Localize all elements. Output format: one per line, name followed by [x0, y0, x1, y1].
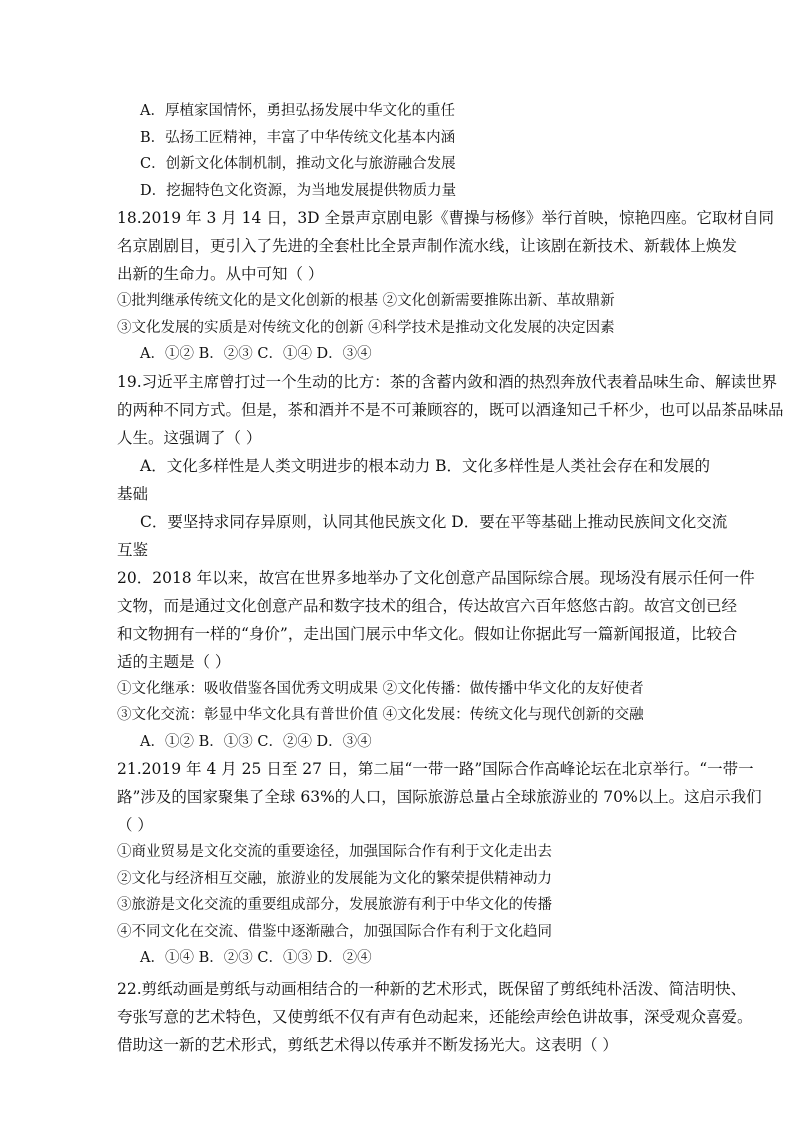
q21-stem-line: （ ）: [117, 816, 153, 834]
q18-stem-line: 出新的生命力。从中可知（ ）: [117, 265, 324, 283]
q17-option-d: D．挖掘特色文化资源，为当地发展提供物质力量: [140, 182, 457, 199]
q18-item: ①批判继承传统文化的是文化创新的根基 ②文化创新需要推陈出新、革故鼎新: [117, 293, 615, 309]
q22-stem-line: 22.剪纸动画是剪纸与动画相结合的一种新的艺术形式，既保留了剪纸纯朴活泼、简洁明快、: [117, 979, 747, 998]
q21-options: A．①④ B．②③ C．①③ D．②④: [140, 950, 372, 966]
q21-item: ①商业贸易是文化交流的重要途径，加强国际合作有利于文化走出去: [117, 844, 552, 860]
q19-options-cd-wrap: 互鉴: [117, 540, 149, 559]
q21-stem-line: 路”涉及的国家聚集了全球 63%的人口，国际旅游总量占全球旅游业的 70%以上。这启示我们: [117, 788, 762, 806]
q21-item: ②文化与经济相互交融，旅游业的发展能为文化的繁荣提供精神动力: [117, 870, 552, 887]
q19-stem-line: 19.习近平主席曾打过一个生动的比方：茶的含蓄内敛和酒的热烈奔放代表着品味生命、解读世界: [117, 372, 778, 391]
q19-stem-line: 人生。这强调了（ ）: [117, 428, 262, 447]
q22-stem-line: 借助这一新的艺术形式，剪纸艺术得以传承并不断发扬光大。这表明（ ）: [117, 1035, 618, 1054]
q21-item: ③旅游是文化交流的重要组成部分，发展旅游有利于中华文化的传播: [117, 897, 552, 913]
q21-item: ④不同文化在交流、借鉴中逐渐融合，加强国际合作有利于文化趋同: [117, 923, 552, 940]
q20-item: ③文化交流：彰显中华文化具有普世价值 ④文化发展：传统文化与现代创新的交融: [117, 707, 644, 723]
q20-item: ①文化继承：吸收借鉴各国优秀文明成果 ②文化传播：做传播中华文化的友好使者: [117, 680, 644, 697]
q17-option-a: A．厚植家国情怀，勇担弘扬发展中华文化的重任: [140, 103, 455, 119]
q22-stem-line: 夸张写意的艺术特色，又使剪纸不仅有声有色动起来，还能绘声绘色讲故事，深受观众喜爱。: [117, 1007, 753, 1026]
q18-item: ③文化发展的实质是对传统文化的创新 ④科学技术是推动文化发展的决定因素: [117, 319, 615, 336]
q20-stem-line: 和文物拥有一样的“身价”，走出国门展示中华文化。假如让你据此写一篇新闻报道，比较合: [117, 624, 738, 643]
q18-options: A．①② B．②③ C．①④ D．③④: [140, 346, 372, 362]
exam-page: [117, 98, 784, 1059]
q19-options-ab-wrap: 基础: [117, 484, 149, 503]
q19-options-cd: C．要坚持求同存异原则，认同其他民族文化 D．要在平等基础上推动民族间文化交流: [140, 512, 728, 531]
q17-option-c: C．创新文化体制机制，推动文化与旅游融合发展: [140, 156, 456, 172]
q18-stem-line: 名京剧剧目，更引入了先进的全套杜比全景声制作流水线，让该剧在新技术、新载体上焕发: [117, 237, 738, 255]
q21-stem-line: 21.2019 年 4 月 25 日至 27 日，第二届“一带一路”国际合作高峰论坛在北京举行。“一带一: [117, 760, 754, 778]
q18-stem-line: 18.2019 年 3 月 14 日，3D 全景声京剧电影《曹操与杨修》举行首映，惊艳四座。它取材自同: [117, 209, 775, 227]
q17-option-b: B．弘扬工匠精神，丰富了中华传统文化基本内涵: [140, 129, 456, 146]
q19-stem-line: 的两种不同方式。但是，茶和酒并不是不可兼顾容的，既可以酒逢知己千杯少，也可以品茶品味品: [117, 400, 784, 419]
q20-stem-line: 文物，而是通过文化创意产品和数字技术的组合，传达故宫六百年悠悠古韵。故宫文创已经: [117, 596, 738, 615]
q20-options: A．①② B．①③ C．②④ D．③④: [140, 733, 372, 750]
q19-options-ab: A．文化多样性是人类文明进步的根本动力 B．文化多样性是人类社会存在和发展的: [140, 456, 711, 475]
q20-stem-line: 20．2018 年以来，故宫在世界多地举办了文化创意产品国际综合展。现场没有展示任何一件: [117, 568, 755, 587]
q20-stem-line: 适的主题是（ ）: [117, 652, 231, 671]
